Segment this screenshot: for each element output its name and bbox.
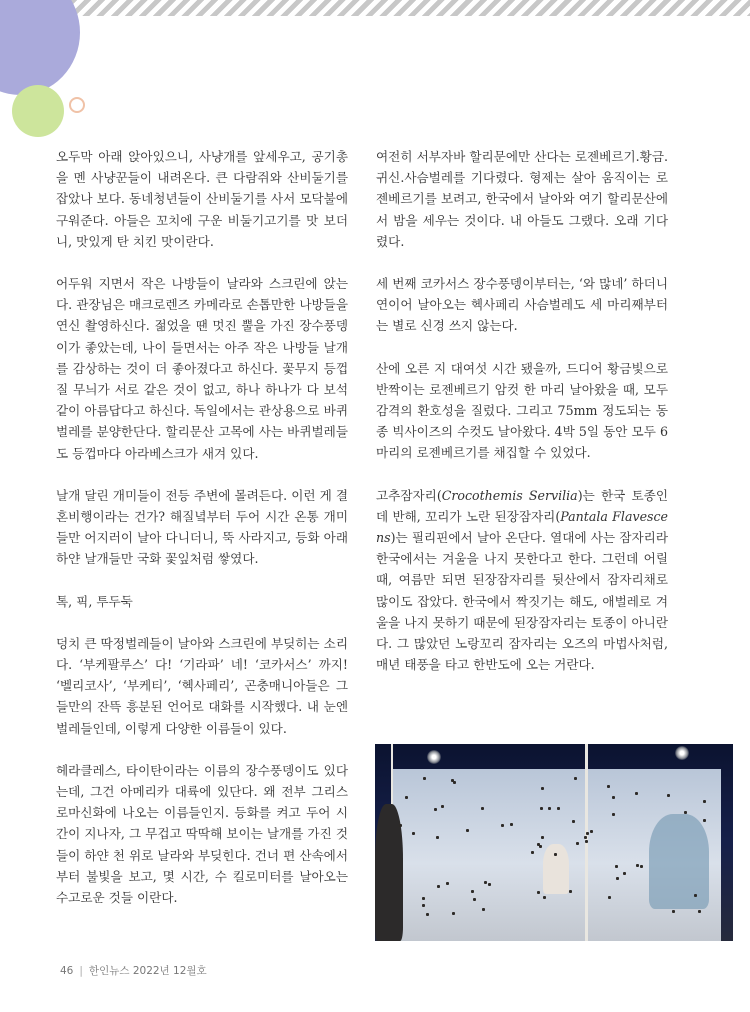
page-footer (60, 963, 207, 978)
insect-dot (441, 805, 444, 808)
insect-dot (698, 910, 701, 913)
person-silhouette (649, 814, 709, 909)
green-circle-decoration (12, 85, 64, 137)
footer-separator: | (79, 965, 83, 977)
insect-dot (452, 912, 455, 915)
lamp (427, 750, 441, 764)
paragraph: 산에 오른 지 대여섯 시간 됐을까, 드디어 황금빛으로 반짝이는 로젠베르기 암컷 한 마리 날아왔을 때, 모두 감격의 환호성을 질렀다. 그리고 75mm 정도되는 동종 빅사이즈의 수컷도 날아왔다. 4박 5일 동안 모두 6마리의 로젠베르기를 채집할 수 있었다. (376, 360, 668, 461)
paragraph-dragonfly (376, 485, 668, 676)
lavender-circle-decoration (0, 0, 80, 95)
insect-dot (636, 864, 639, 867)
article-column-left (56, 146, 348, 908)
insect-dot (510, 823, 513, 826)
publication-name: 한인뉴스 2022년 12월호 (88, 965, 207, 977)
insect-dot (422, 897, 425, 900)
text-run: 고추잠자리( (376, 487, 442, 503)
insect-dot (484, 881, 487, 884)
insect-dot (436, 836, 439, 839)
insect-dot (590, 830, 593, 833)
text-run: )는 한국 토종인데 반해, 꼬리가 노란 된장잠자리( (376, 487, 668, 524)
insect-dot (672, 910, 675, 913)
paragraph: 날개 달린 개미들이 전등 주변에 몰려든다. 이런 게 결혼비행이라는 건가? 해질녘부터 두어 시간 온통 개미들만 어지러이 날아 다니더니, 뚝 사라지고, 등화 아래 하얀 날개들만 국화 꽃잎처럼 쌓였다. (56, 487, 348, 567)
insect-dot (667, 794, 670, 797)
insect-dot (554, 853, 557, 856)
header-stripe-decoration (70, 0, 750, 16)
insect-dot (548, 807, 551, 810)
paragraph: 덩치 큰 딱정벌레들이 날아와 스크린에 부딪히는 소리다. ‘부케팔루스’ 다! ‘기라파’ 네! ‘코카서스’ 까지! ‘벨리코사’, ‘부케티’, ‘헥사페리’, 곤충매니아들은 그들만의 잔뜩 흥분된 언어로 대화를 시작했다. 내 눈엔 벌레들인데, 이렇게 다양한 이름들이 있다. (56, 635, 348, 736)
insect-dot (471, 890, 474, 893)
insect-dot (466, 829, 469, 832)
insect-dot (541, 787, 544, 790)
insect-dot (607, 785, 610, 788)
paragraph: 어두워 지면서 작은 나방들이 날라와 스크린에 앉는다. 관장님은 매크로렌즈 카메라로 손톱만한 나방들을 연신 촬영하신다. 젊었을 땐 멋진 뿔을 가진 장수풍뎅이가 좋았는데, 나이 들면서는 아주 작은 나방들 날개를 감상하는 것이 더 좋아졌다고 하신다. 꽃무지 등껍질 무늬가 서로 같은 것이 없고, 하나 하나가 다 보석같이 아름답다고 하신다. 독일에서는 관상용으로 바퀴벌레를 분양한단다. 할리문산 고목에 사는 바퀴벌레들도 등껍마다 아라베스크가 새겨 있다. (56, 276, 348, 461)
paragraph: 세 번째 코카서스 장수풍뎅이부터는, ‘와 많네’ 하더니 연이어 날아오는 헥사페리 사슴벌레도 세 마리째부터는 별로 신경 쓰지 않는다. (376, 276, 668, 334)
paragraph: 오두막 아래 앉아있으니, 사냥개를 앞세우고, 공기총을 멘 사냥꾼들이 내려온다. 큰 다람쥐와 산비둘기를 잡았나 보다. 동네청년들이 산비둘기를 사서 모닥불에 구워준다. 아들은 꼬치에 구운 비둘기고기를 맛 보더니, 맛있게 탄 치킨 맛이란다. (56, 149, 348, 249)
person-silhouette (543, 844, 569, 894)
article-column-right (376, 146, 668, 675)
insect-dot (569, 890, 572, 893)
lamp (675, 746, 689, 760)
insect-dot (426, 913, 429, 916)
paragraph: 헤라클레스, 타이탄이라는 이름의 장수풍뎅이도 있다는데, 그건 아메리카 대륙에 있단다. 왜 전부 그리스 로마신화에 나오는 이름들인지. 등화를 켜고 두어 시간이 지나자, 그 무겁고 딱딱해 보이는 날개를 가진 것들이 하얀 천 위로 날라와 부딪힌다. 건너 편 산속에서부터 불빛을 보고, 몇 시간, 수 킬로미터를 날아오는 수고로운 것들 이란다. (56, 762, 348, 906)
insect-dot (623, 872, 626, 875)
insect-dot (586, 832, 589, 835)
insect-dot (615, 865, 618, 868)
insect-dot (501, 824, 504, 827)
insect-dot (434, 808, 437, 811)
insect-dot (585, 840, 588, 843)
insect-dot (543, 896, 546, 899)
scientific-name: Pantala Flavescens (376, 508, 668, 546)
insect-dot (608, 896, 611, 899)
night-insect-screen-photo (375, 744, 733, 941)
insect-dot (684, 811, 687, 814)
insect-dot (531, 851, 534, 854)
insect-dot (437, 885, 440, 888)
page-number: 46 (60, 965, 74, 977)
scientific-name: Crocothemis Servilia (441, 487, 578, 503)
paragraph: 톡, 픽, 투두둑 (56, 593, 133, 609)
insect-dot (572, 820, 575, 823)
text-run: )는 필리핀에서 날아 온단다. 열대에 사는 잠자리라 한국에서는 겨울을 나지 못한다고 한다. 그런데 어릴 때, 여름만 되면 된장잠자리를 뒷산에서 잠자리채로 많이도 잡았다. 한국에서 짝짓기는 해도, 애벌레로 겨울을 나지 못하기 때문에 된장잠자리는 토종이 아니란다. 그 많았던 노랑꼬리 잠자리는 오즈의 마법사처럼, 매년 태풍을 타고 한반도에 오는 거란다. (376, 530, 668, 673)
paragraph: 여전히 서부자바 할리문에만 산다는 로젠베르기.황금.귀신.사슴벌레를 기다렸다. 형제는 살아 움직이는 로젠베르기를 보려고, 한국에서 날아와 여기 할리문산에서 밤을 세우는 것이다. 내 아들도 그랬다. 오래 기다렸다. (376, 149, 668, 249)
insect-dot (412, 832, 415, 835)
ring-decoration (69, 97, 85, 113)
insect-dot (541, 836, 544, 839)
insect-dot (482, 908, 485, 911)
insect-dot (473, 898, 476, 901)
insect-dot (423, 777, 426, 780)
insect-dot (540, 807, 543, 810)
insect-dot (612, 796, 615, 799)
insect-dot (405, 796, 408, 799)
insect-dot (557, 807, 560, 810)
insect-dot (451, 779, 454, 782)
